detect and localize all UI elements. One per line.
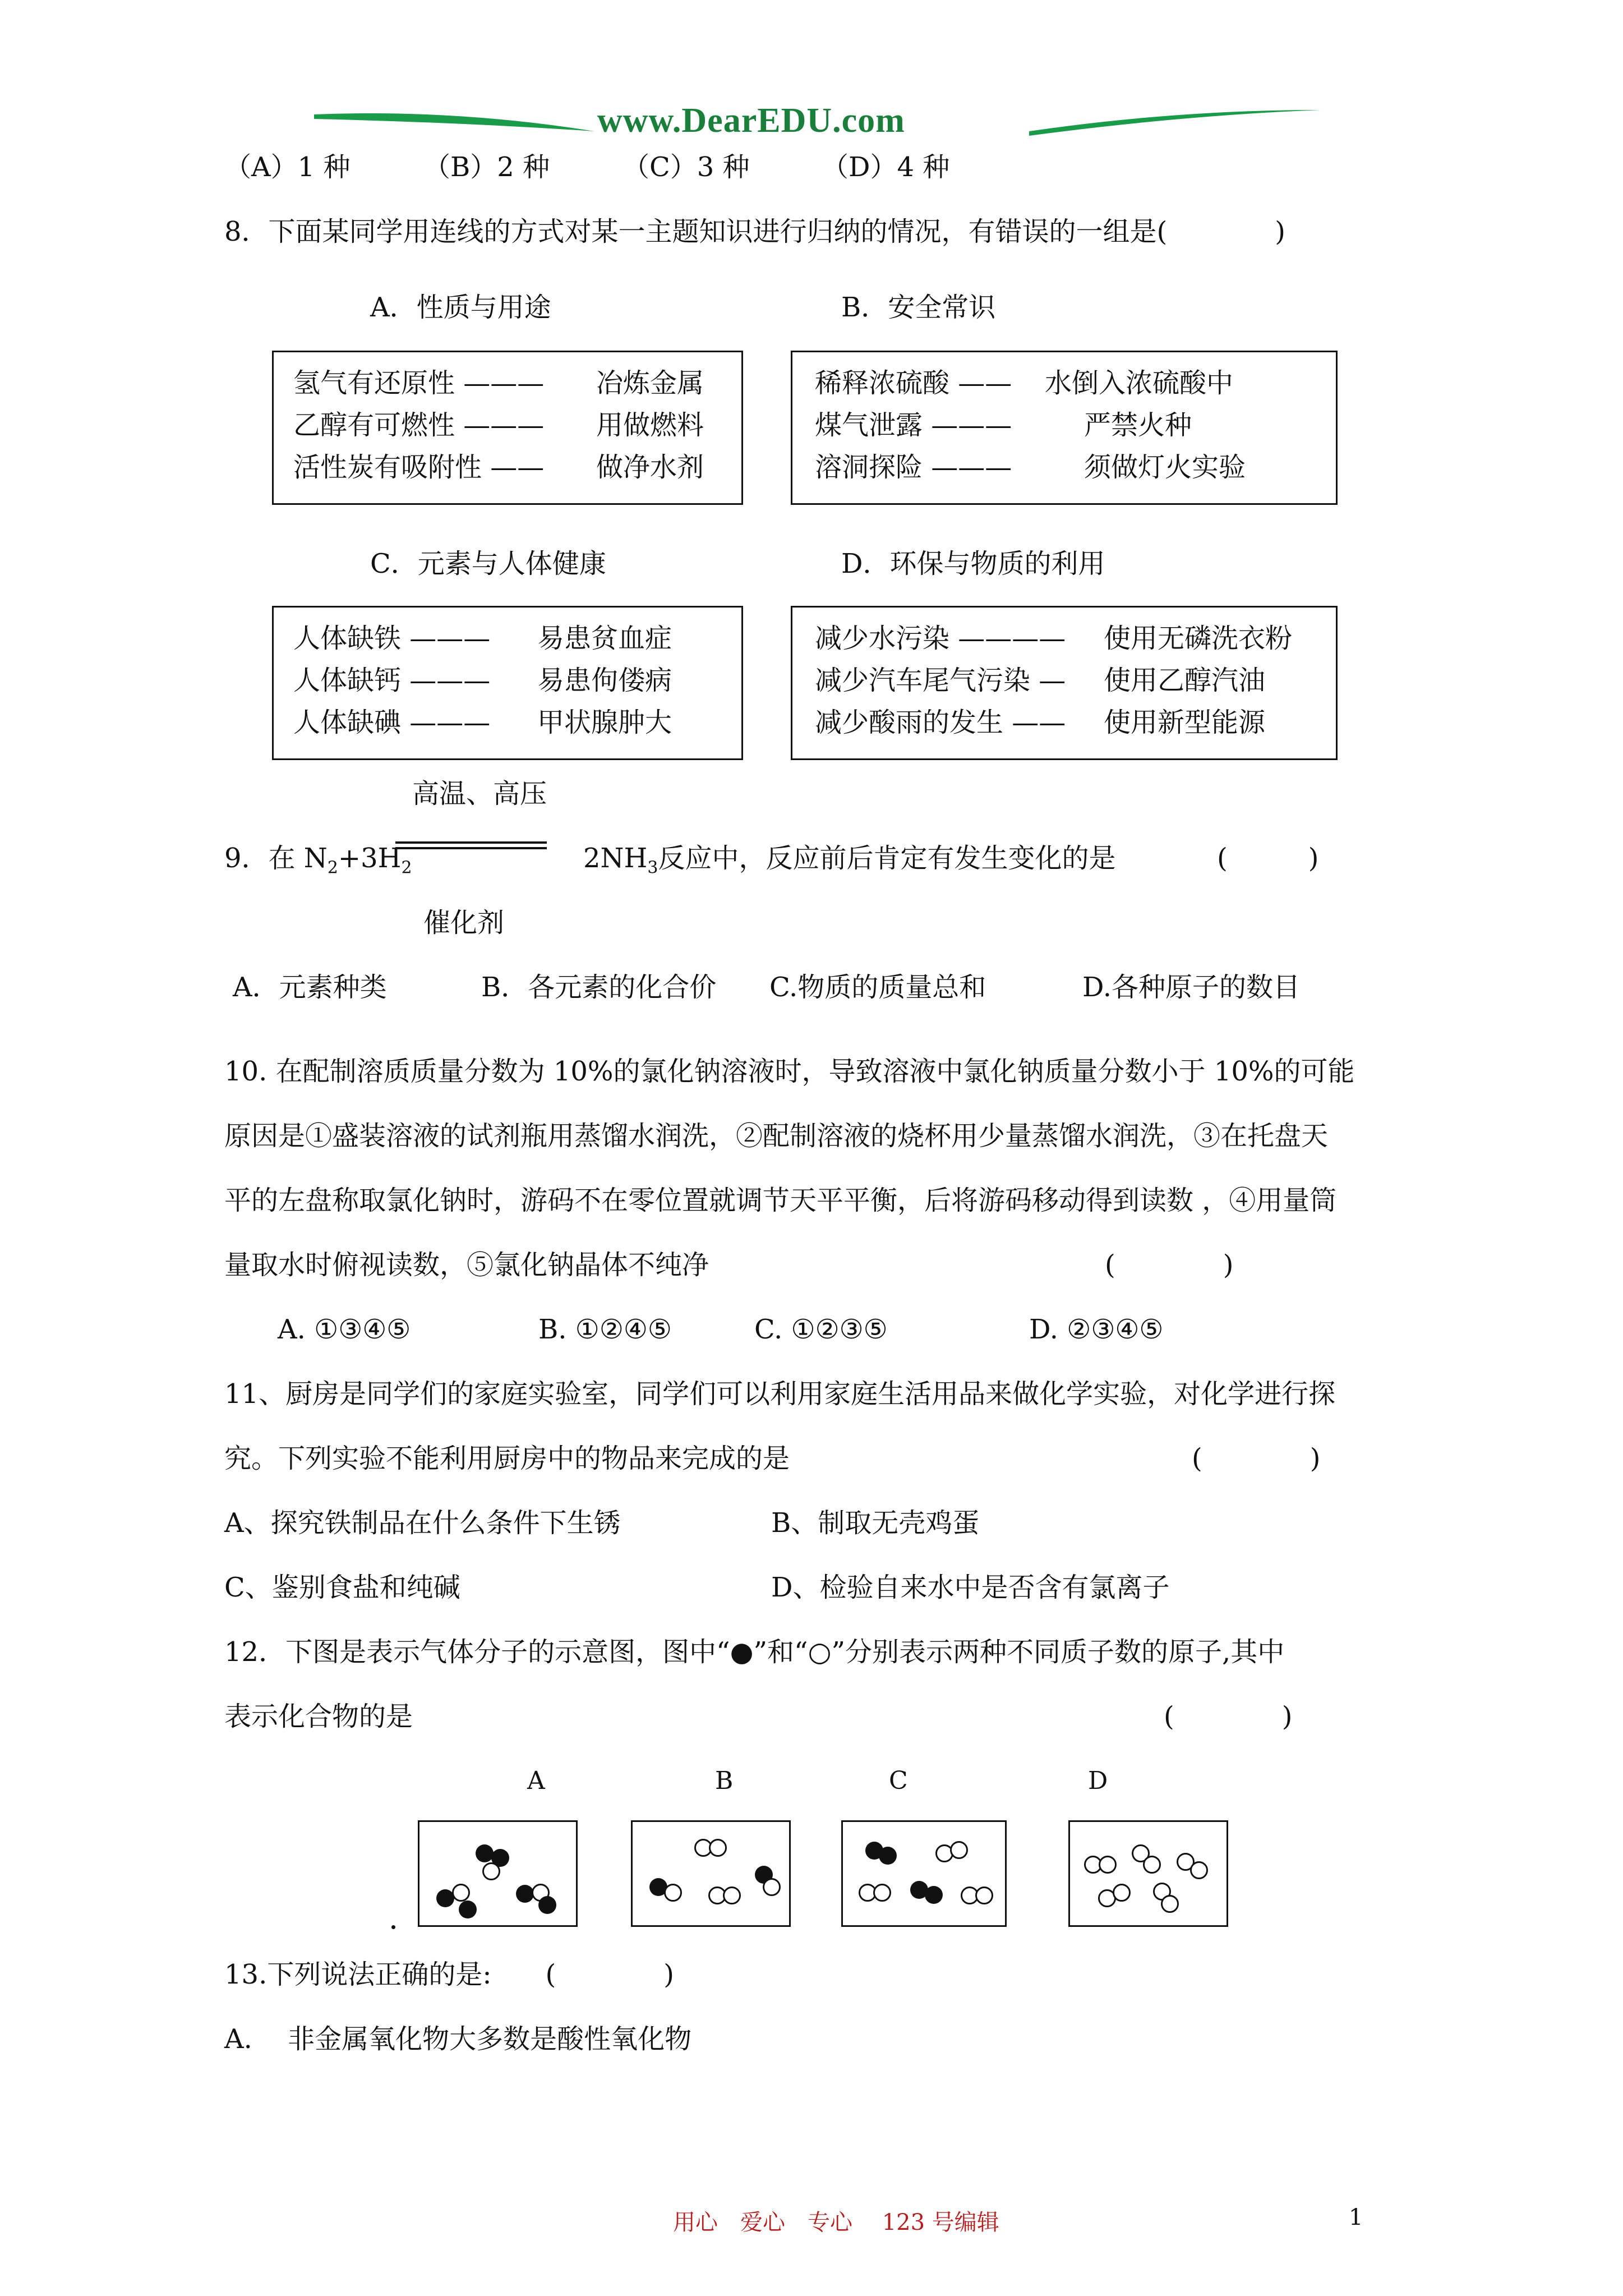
q10-option-a: A. ①③④⑤ [278,1314,411,1345]
q8-d-line3-left: 减少酸雨的发生 —— [815,707,1066,738]
footer-text: 用心 爱心 专心 123 号编辑 [673,2210,999,2235]
q8-group-c-title: C．元素与人体健康 [370,548,606,579]
q12-line-2: 表示化合物的是 [224,1701,413,1732]
q8-box-c [272,606,743,760]
site-logo[interactable]: www.DearEDU.com [597,102,905,140]
q8-group-b-title: B．安全常识 [841,292,996,323]
q11-bracket: ( ) [1192,1443,1321,1474]
q8-group-d-title: D．环保与物质的利用 [841,548,1105,579]
black-atom [925,1886,943,1904]
q12-label-c: C [889,1766,908,1795]
molecule-box-a [418,1820,578,1927]
q8-d-line1-left: 减少水污染 ———— [815,623,1066,654]
white-atom [1143,1856,1161,1874]
q9-option-d: D.各种原子的数目 [1082,972,1301,1003]
q8-box-b [791,351,1338,505]
black-atom [476,1844,494,1862]
q12-label-b: B [715,1766,734,1795]
q8-c-line2-left: 人体缺钙 ——— [293,665,491,696]
q9-equals-sign [395,841,547,849]
q10-option-d: D. ②③④⑤ [1029,1314,1164,1345]
white-atom [1161,1895,1179,1913]
q9-option-a: A．元素种类 [233,972,387,1003]
q11-option-a: A、探究铁制品在什么条件下生锈 [224,1507,621,1539]
q9-bracket: ( ) [1217,843,1319,874]
q8-c-line3-left: 人体缺碘 ——— [293,707,491,738]
q8-d-line2-left: 减少汽车尾气污染 — [815,665,1066,696]
q11-line-1: 11、厨房是同学们的家庭实验室，同学们可以利用家庭生活用品来做化学实验，对化学进行探 [224,1378,1336,1410]
q12-label-a: A [527,1766,545,1795]
q12-bracket: ( ) [1164,1701,1293,1732]
header-swoosh-left [314,102,594,136]
q10-line-4: 量取水时俯视读数，⑤氯化钠晶体不纯净 [224,1249,709,1281]
q11-option-d: D、检验自来水中是否含有氯离子 [771,1572,1170,1603]
q8-d-line3-right: 使用新型能源 [1104,707,1266,738]
q9-rhs-suffix: 反应中，反应前后肯定有发生变化的是 [658,843,1116,874]
q11-line-2: 究。下列实验不能利用厨房中的物品来完成的是 [224,1443,790,1474]
q8-d-line1-right: 使用无磷洗衣粉 [1104,623,1293,654]
q11-option-c: C、鉴别食盐和纯碱 [224,1572,460,1603]
page-number: 1 [1349,2205,1363,2230]
q8-b-line1-left: 稀释浓硫酸 —— [815,367,1012,399]
black-atom [538,1896,556,1914]
q8-box-d [791,606,1338,760]
q8-group-a-title: A．性质与用途 [370,292,551,323]
white-atom [763,1878,781,1896]
q8-b-line3-right: 须做灯火实验 [1084,452,1246,483]
q8-a-line1-left: 氢气有还原性 ——— [293,367,545,399]
q9-lhs-prefix: 9．在 N [224,843,328,874]
q12-label-d: D [1088,1766,1108,1795]
q8-b-line3-left: 溶洞探险 ——— [815,452,1012,483]
q7-option-d: （D）4 种 [822,151,950,183]
molecule-box-c [841,1820,1007,1927]
q7-option-a: （A）1 种 [224,151,351,183]
q9-rhs-sub: 3 [647,858,658,878]
q8-c-line3-right: 甲状腺肿大 [537,707,672,738]
stray-dot [391,1925,395,1929]
white-atom [723,1887,741,1904]
q7-option-c: （C）3 种 [623,151,750,183]
q10-option-b: B. ①②④⑤ [538,1314,672,1345]
q8-b-line2-right: 严禁火种 [1084,409,1192,441]
header-swoosh-right [1029,102,1321,136]
molecule-box-d [1068,1820,1228,1927]
white-atom [482,1862,500,1880]
black-atom [879,1847,897,1865]
q8-c-line1-right: 易患贫血症 [537,623,672,654]
q8-a-line2-right: 用做燃料 [596,409,704,441]
q8-a-line3-right: 做净水剂 [596,452,704,483]
q8-d-line2-right: 使用乙醇汽油 [1104,665,1266,696]
q12-line-1: 12．下图是表示气体分子的示意图，图中“●”和“○”分别表示两种不同质子数的原子,其中 [224,1636,1285,1668]
white-atom [950,1841,968,1859]
q8-box-a [272,351,743,505]
q9-option-b: B．各元素的化合价 [481,972,717,1003]
q8-a-line3-left: 活性炭有吸附性 —— [293,452,545,483]
black-atom [459,1901,477,1918]
q10-line-2: 原因是①盛装溶液的试剂瓶用蒸馏水润洗，②配制溶液的烧杯用少量蒸馏水润洗，③在托盘天 [224,1120,1329,1152]
q9-equation-left [224,841,412,885]
white-atom [664,1884,682,1902]
white-atom [1113,1884,1131,1902]
white-atom [975,1887,993,1904]
q9-lhs-mid: +3H [338,843,402,874]
q9-rhs-prefix: 2NH [583,843,648,874]
q8-c-line1-left: 人体缺铁 ——— [293,623,491,654]
q9-condition-top: 高温、高压 [412,778,547,809]
white-atom [873,1884,891,1902]
q9-lhs-sub2: 2 [401,858,412,878]
q9-lhs-sub1: 2 [327,858,338,878]
q8-b-line1-right: 水倒入浓硫酸中 [1045,367,1234,399]
q10-bracket: ( ) [1105,1249,1234,1281]
q8-stem: 8．下面某同学用连线的方式对某一主题知识进行归纳的情况，有错误的一组是( ) [224,216,1285,247]
q9-condition-bottom: 催化剂 [423,907,505,938]
q9-equation-right [583,841,1116,885]
q10-option-c: C. ①②③⑤ [754,1314,888,1345]
q10-line-1: 10. 在配制溶质质量分数为 10%的氯化钠溶液时，导致溶液中氯化钠质量分数小于 10%的可能 [224,1056,1355,1087]
q13-stem: 13.下列说法正确的是: ( ) [224,1959,674,1990]
q8-a-line1-right: 冶炼金属 [596,367,704,399]
white-atom [452,1884,470,1902]
q8-a-line2-left: 乙醇有可燃性 ——— [293,409,545,441]
q8-c-line2-right: 易患佝偻病 [537,665,672,696]
q11-option-b: B、制取无壳鸡蛋 [771,1507,980,1539]
q9-option-c: C.物质的质量总和 [769,972,986,1003]
white-atom [1190,1861,1208,1879]
q8-b-line2-left: 煤气泄露 ——— [815,409,1012,441]
white-atom [709,1839,727,1857]
white-atom [1099,1856,1117,1874]
q10-line-3: 平的左盘称取氯化钠时，游码不在零位置就调节天平平衡，后将游码移动得到读数 ，④用量筒 [224,1185,1337,1216]
q7-option-b: （B）2 种 [423,151,550,183]
molecule-box-b [631,1820,791,1927]
q13-option-a: A. 非金属氧化物大多数是酸性氧化物 [224,2023,692,2055]
